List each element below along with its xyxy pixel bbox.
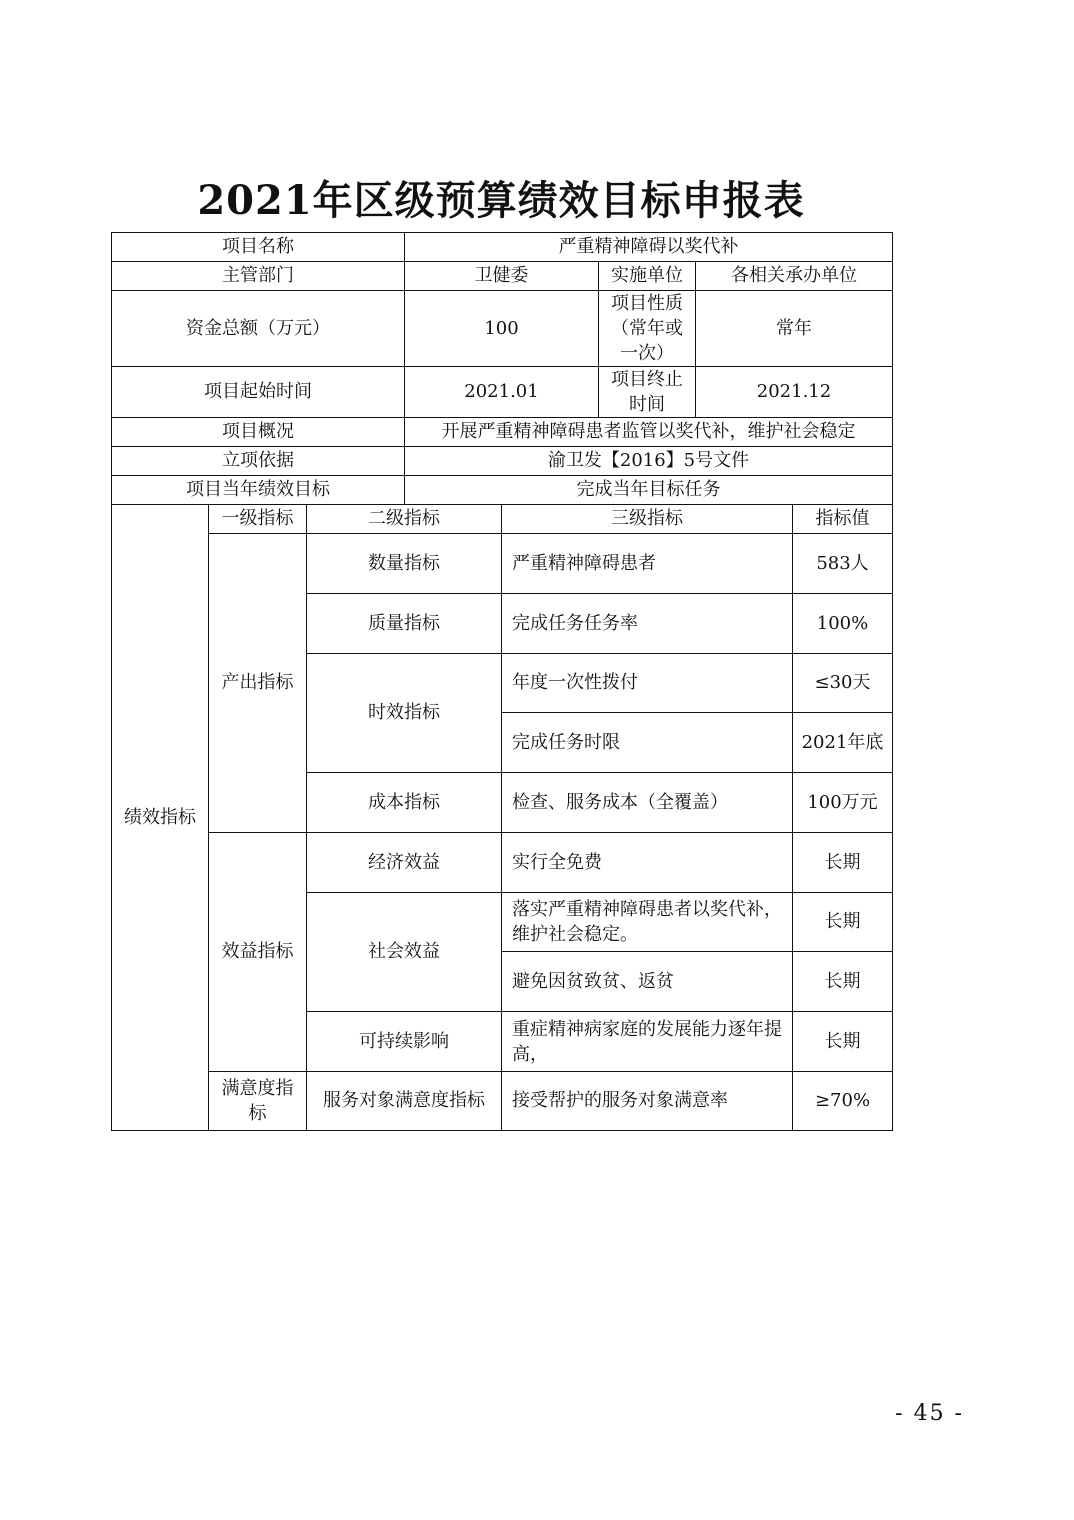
table-row	[112, 1072, 893, 1131]
sustain-label: 可持续影响	[307, 1012, 502, 1072]
table-row	[112, 833, 893, 893]
overview-value: 开展严重精神障碍患者监管以奖代补，维护社会稳定	[405, 418, 893, 447]
nature-label: 项目性质（常年或一次）	[599, 291, 696, 367]
page-number: - 45 -	[895, 1401, 964, 1426]
economic-label: 经济效益	[307, 833, 502, 893]
nature-value: 常年	[696, 291, 893, 367]
header-level3: 三级指标	[502, 505, 793, 534]
timeliness-item-1: 年度一次性拨付	[502, 654, 793, 713]
cost-value: 100万元	[793, 773, 893, 833]
row-overview	[112, 418, 893, 447]
row-goal	[112, 476, 893, 505]
social-value-2: 长期	[793, 952, 893, 1012]
end-value: 2021.12	[696, 367, 893, 418]
start-label: 项目起始时间	[112, 367, 405, 418]
quality-value: 100%	[793, 594, 893, 654]
social-item-1: 落实严重精神障碍患者以奖代补，维护社会稳定。	[502, 893, 793, 952]
quantity-item: 严重精神障碍患者	[502, 534, 793, 594]
quantity-label: 数量指标	[307, 534, 502, 594]
output-label: 产出指标	[209, 534, 307, 833]
row-period	[112, 367, 893, 418]
project-name-label: 项目名称	[112, 233, 405, 262]
header-level1: 一级指标	[209, 505, 307, 534]
quality-item: 完成任务任务率	[502, 594, 793, 654]
timeliness-item-2: 完成任务时限	[502, 713, 793, 773]
quantity-value: 583人	[793, 534, 893, 594]
timeliness-value-2: 2021年底	[793, 713, 893, 773]
satisfaction-item: 接受帮护的服务对象满意率	[502, 1072, 793, 1131]
economic-item: 实行全免费	[502, 833, 793, 893]
basis-value: 渝卫发【2016】5号文件	[405, 447, 893, 476]
basis-label: 立项依据	[112, 447, 405, 476]
row-department	[112, 262, 893, 291]
goal-label: 项目当年绩效目标	[112, 476, 405, 505]
page-title: 2021年区级预算绩效目标申报表	[197, 177, 805, 224]
end-label: 项目终止时间	[599, 367, 696, 418]
cost-label: 成本指标	[307, 773, 502, 833]
impl-label: 实施单位	[599, 262, 696, 291]
timeliness-label: 时效指标	[307, 654, 502, 773]
social-label: 社会效益	[307, 893, 502, 1012]
cost-item: 检查、服务成本（全覆盖）	[502, 773, 793, 833]
row-basis	[112, 447, 893, 476]
fund-value: 100	[405, 291, 599, 367]
header-value: 指标值	[793, 505, 893, 534]
header-level2: 二级指标	[307, 505, 502, 534]
social-item-2: 避免因贫致贫、返贫	[502, 952, 793, 1012]
goal-value: 完成当年目标任务	[405, 476, 893, 505]
perf-label: 绩效指标	[112, 505, 209, 1131]
sustain-value: 长期	[793, 1012, 893, 1072]
start-value: 2021.01	[405, 367, 599, 418]
sustain-item: 重症精神病家庭的发展能力逐年提高，	[502, 1012, 793, 1072]
quality-label: 质量指标	[307, 594, 502, 654]
row-project-name	[112, 233, 893, 262]
dept-value: 卫健委	[405, 262, 599, 291]
satisfaction-sub-label: 服务对象满意度指标	[307, 1072, 502, 1131]
table-row	[112, 534, 893, 594]
benefit-label: 效益指标	[209, 833, 307, 1072]
budget-performance-table	[111, 232, 893, 1131]
economic-value: 长期	[793, 833, 893, 893]
satisfaction-value: ≥70%	[793, 1072, 893, 1131]
project-name-value: 严重精神障碍以奖代补	[405, 233, 893, 262]
dept-label: 主管部门	[112, 262, 405, 291]
timeliness-value-1: ≤30天	[793, 654, 893, 713]
row-fund	[112, 291, 893, 367]
overview-label: 项目概况	[112, 418, 405, 447]
impl-value: 各相关承办单位	[696, 262, 893, 291]
social-value-1: 长期	[793, 893, 893, 952]
satisfaction-label: 满意度指标	[209, 1072, 307, 1131]
fund-label: 资金总额（万元）	[112, 291, 405, 367]
row-indicator-header	[112, 505, 893, 534]
